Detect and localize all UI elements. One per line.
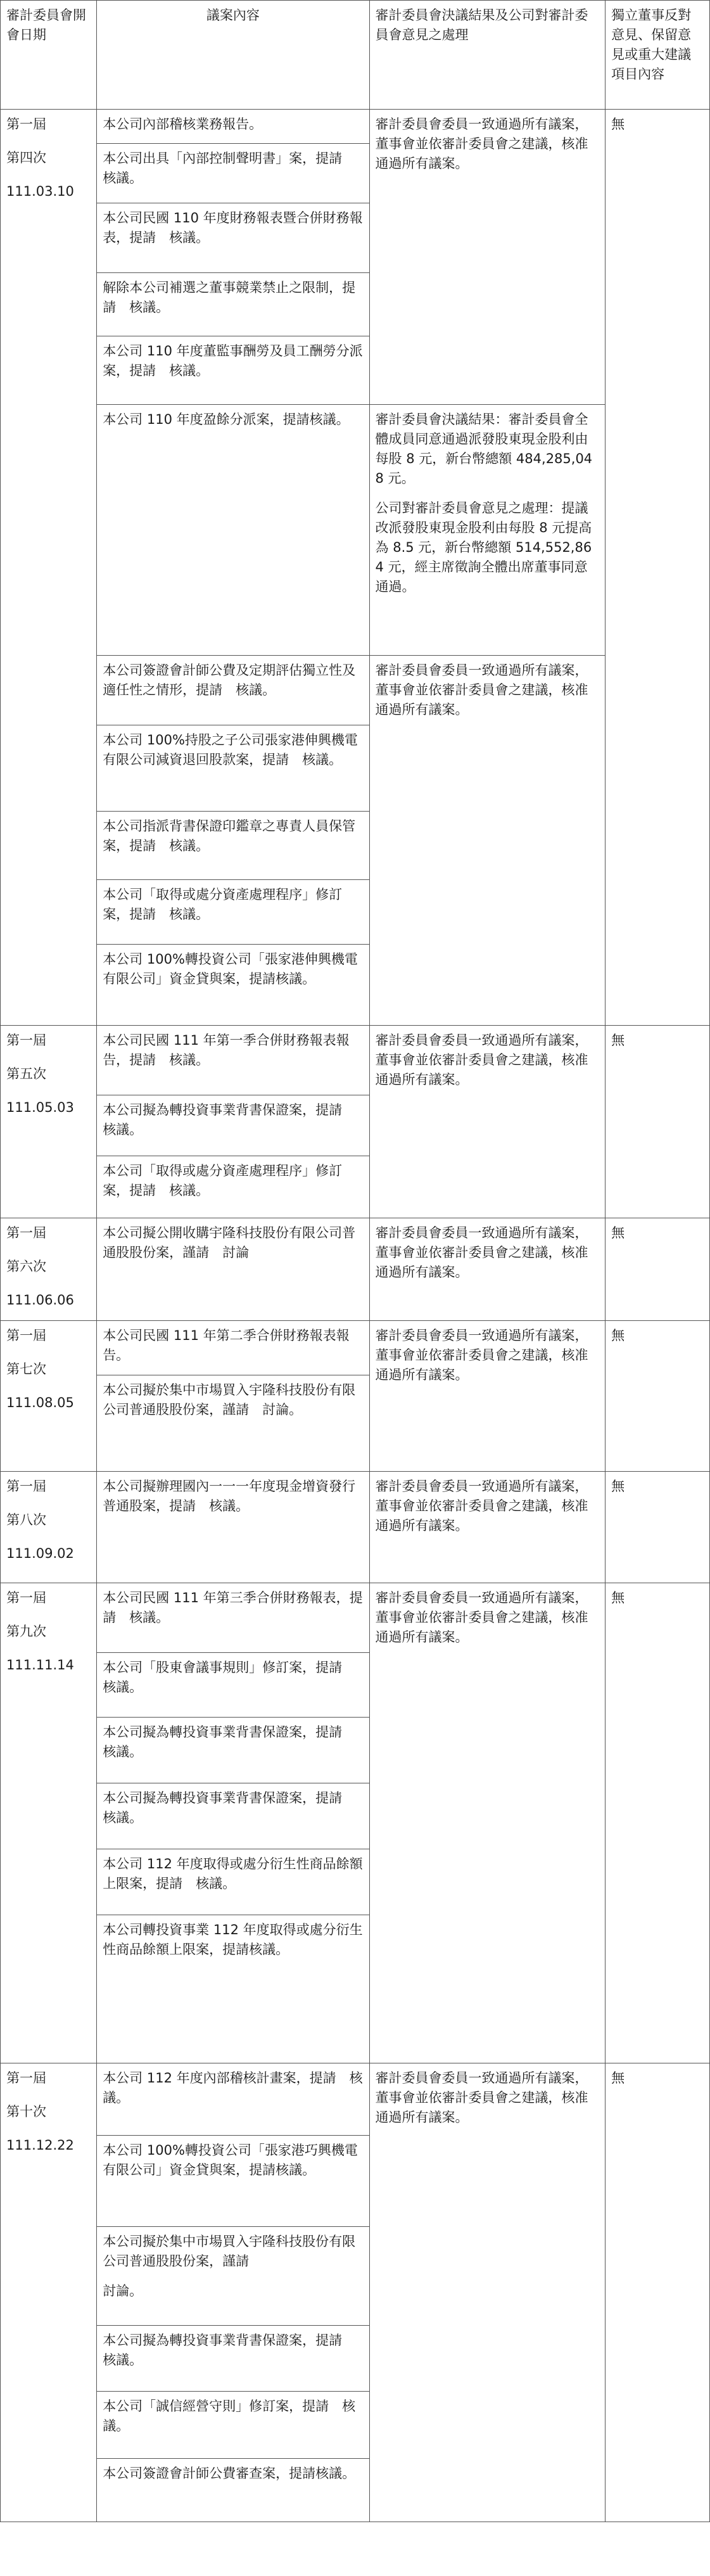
proposal-cell: 本公司「股東會議事規則」修訂案，提請 核議。 xyxy=(97,1653,369,1718)
proposal-cell: 本公司「取得或處分資產處理程序」修訂案，提請 核議。 xyxy=(97,880,369,945)
resolution-cell xyxy=(369,405,605,656)
meeting-date: 111.03.10 xyxy=(6,184,74,199)
meeting-date-cell xyxy=(1,1321,97,1472)
table-row xyxy=(1,2063,710,2136)
resolution-cell: 審計委員會委員一致通過所有議案，董事會並依審計委員會之建議，核准通過所有議案。 xyxy=(369,2063,605,2522)
meeting-term: 第一屆 xyxy=(6,1225,46,1240)
header-proposal: 議案內容 xyxy=(97,1,369,110)
proposal-cell: 本公司出具「內部控制聲明書」案，提請 核議。 xyxy=(97,144,369,203)
proposal-cell: 本公司 112 年度取得或處分衍生性商品餘額上限案，提請 核議。 xyxy=(97,1849,369,1915)
proposal-cell: 本公司民國 111 年第三季合併財務報表，提請 核議。 xyxy=(97,1583,369,1653)
meeting-date: 111.05.03 xyxy=(6,1100,74,1115)
table-row xyxy=(1,110,710,144)
header-date: 審計委員會開會日期 xyxy=(1,1,97,110)
opinion-cell: 無 xyxy=(605,1472,710,1583)
proposal-cell: 本公司擬於集中市場買入宇隆科技股份有限公司普通股股份案，謹請 討論。 xyxy=(97,1375,369,1472)
proposal-cell: 本公司 110 年度董監事酬勞及員工酬勞分派案，提請 核議。 xyxy=(97,336,369,405)
proposal-cell: 本公司擬為轉投資事業背書保證案，提請 核議。 xyxy=(97,1783,369,1849)
meeting-session: 第四次 xyxy=(6,150,46,165)
resolution-cell: 審計委員會委員一致通過所有議案，董事會並依審計委員會之建議，核准通過所有議案。 xyxy=(369,110,605,405)
proposal-cell xyxy=(97,2227,369,2326)
meeting-session: 第七次 xyxy=(6,1361,46,1377)
meeting-date-cell xyxy=(1,1472,97,1583)
header-resolution: 審計委員會決議結果及公司對審計委員會意見之處理 xyxy=(369,1,605,110)
meeting-session: 第十次 xyxy=(6,2104,46,2119)
proposal-cell: 本公司 100%轉投資公司「張家港伸興機電有限公司」資金貸與案，提請核議。 xyxy=(97,945,369,1026)
opinion-cell: 無 xyxy=(605,1218,710,1321)
resolution-company: 公司對審計委員會意見之處理：提議改派發股東現金股利由每股 8 元提高為 8.5 元，新台幣總額 514,552,864 元，經主席徵詢全體出席董事同意通過。 xyxy=(375,501,592,594)
meeting-term: 第一屆 xyxy=(6,1328,46,1343)
resolution-cell: 審計委員會委員一致通過所有議案，董事會並依審計委員會之建議，核准通過所有議案。 xyxy=(369,1218,605,1321)
resolution-cell: 審計委員會委員一致通過所有議案，董事會並依審計委員會之建議，核准通過所有議案。 xyxy=(369,1472,605,1583)
table-row xyxy=(1,405,710,656)
proposal-cell: 本公司民國 111 年第二季合併財務報表報告。 xyxy=(97,1321,369,1375)
proposal-cell: 本公司 100%持股之子公司張家港伸興機電有限公司減資退回股款案，提請 核議。 xyxy=(97,725,369,812)
proposal-cell: 本公司內部稽核業務報告。 xyxy=(97,110,369,144)
opinion-cell: 無 xyxy=(605,1583,710,2063)
meeting-date: 111.08.05 xyxy=(6,1395,74,1410)
table-row xyxy=(1,1218,710,1321)
meeting-term: 第一屆 xyxy=(6,1479,46,1494)
proposal-cell: 本公司民國 111 年第一季合併財務報表報告，提請 核議。 xyxy=(97,1026,369,1095)
table-row xyxy=(1,656,710,725)
proposal-text: 本公司擬於集中市場買入宇隆科技股份有限公司普通股股份案，謹請 xyxy=(103,2234,356,2269)
meeting-session: 第八次 xyxy=(6,1512,46,1527)
table-row xyxy=(1,1472,710,1583)
meeting-date-cell xyxy=(1,1218,97,1321)
meeting-date-cell xyxy=(1,1583,97,2063)
proposal-cell: 本公司轉投資事業 112 年度取得或處分衍生性商品餘額上限案，提請核議。 xyxy=(97,1915,369,2063)
proposal-cell: 本公司簽證會計師公費及定期評估獨立性及適任性之情形，提請 核議。 xyxy=(97,656,369,725)
header-opinion: 獨立董事反對意見、保留意見或重大建議項目內容 xyxy=(605,1,710,110)
resolution-cell: 審計委員會委員一致通過所有議案，董事會並依審計委員會之建議，核准通過所有議案。 xyxy=(369,1583,605,2063)
table-row xyxy=(1,1026,710,1095)
proposal-cell: 本公司 110 年度盈餘分派案，提請核議。 xyxy=(97,405,369,656)
table-row xyxy=(1,1583,710,1653)
meeting-date-cell xyxy=(1,2063,97,2522)
proposal-cell: 本公司「誠信經營守則」修訂案，提請 核議。 xyxy=(97,2392,369,2459)
proposal-cell: 本公司指派背書保證印鑑章之專責人員保管案，提請 核議。 xyxy=(97,812,369,880)
meeting-session: 第九次 xyxy=(6,1624,46,1639)
meeting-date: 111.06.06 xyxy=(6,1292,74,1308)
proposal-cell: 本公司擬為轉投資事業背書保證案，提請 核議。 xyxy=(97,1718,369,1783)
meeting-date-cell xyxy=(1,1026,97,1218)
resolution-committee: 審計委員會決議結果：審計委員會全體成員同意通過派發股東現金股利由每股 8 元，新台幣總額 484,285,048 元。 xyxy=(375,412,593,486)
meeting-session: 第五次 xyxy=(6,1066,46,1081)
proposal-cell: 解除本公司補選之董事競業禁止之限制，提請 核議。 xyxy=(97,273,369,336)
resolution-cell: 審計委員會委員一致通過所有議案，董事會並依審計委員會之建議，核准通過所有議案。 xyxy=(369,1026,605,1218)
opinion-cell: 無 xyxy=(605,1026,710,1218)
meeting-date: 111.09.02 xyxy=(6,1546,74,1561)
meeting-session: 第六次 xyxy=(6,1259,46,1274)
proposal-text-continued: 討論。 xyxy=(103,2283,143,2299)
table-row xyxy=(1,1321,710,1375)
proposal-cell: 本公司 112 年度內部稽核計畫案，提請 核議。 xyxy=(97,2063,369,2136)
proposal-cell: 本公司民國 110 年度財務報表暨合併財務報表，提請 核議。 xyxy=(97,203,369,273)
resolution-cell: 審計委員會委員一致通過所有議案，董事會並依審計委員會之建議，核准通過所有議案。 xyxy=(369,1321,605,1472)
meeting-term: 第一屆 xyxy=(6,1590,46,1605)
opinion-cell: 無 xyxy=(605,110,710,1026)
proposal-cell: 本公司 100%轉投資公司「張家港巧興機電有限公司」資金貸與案，提請核議。 xyxy=(97,2136,369,2227)
table-header-row xyxy=(1,1,710,110)
meeting-term: 第一屆 xyxy=(6,117,46,132)
resolution-cell: 審計委員會委員一致通過所有議案，董事會並依審計委員會之建議，核准通過所有議案。 xyxy=(369,656,605,1026)
proposal-cell: 本公司簽證會計師公費審查案，提請核議。 xyxy=(97,2459,369,2522)
proposal-cell: 本公司擬為轉投資事業背書保證案，提請 核議。 xyxy=(97,1095,369,1156)
opinion-cell: 無 xyxy=(605,2063,710,2522)
meeting-date-cell xyxy=(1,110,97,1026)
opinion-cell: 無 xyxy=(605,1321,710,1472)
proposal-cell: 本公司擬為轉投資事業背書保證案，提請 核議。 xyxy=(97,2326,369,2392)
meeting-date: 111.11.14 xyxy=(6,1657,74,1673)
proposal-cell: 本公司擬辦理國內一一一年度現金增資發行普通股案，提請 核議。 xyxy=(97,1472,369,1583)
meeting-date: 111.12.22 xyxy=(6,2138,74,2153)
meeting-term: 第一屆 xyxy=(6,2070,46,2086)
proposal-cell: 本公司擬公開收購宇隆科技股份有限公司普通股股份案，謹請 討論 xyxy=(97,1218,369,1321)
meeting-term: 第一屆 xyxy=(6,1033,46,1048)
proposal-cell: 本公司「取得或處分資產處理程序」修訂案，提請 核議。 xyxy=(97,1156,369,1218)
